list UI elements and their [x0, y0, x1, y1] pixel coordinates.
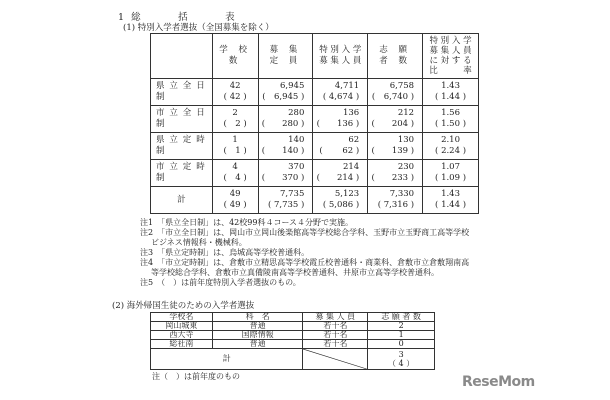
- header-special-line2: 募 集 人 員: [319, 56, 362, 66]
- section-title: 総 括 表: [131, 12, 249, 23]
- special-value: 136: [342, 108, 360, 118]
- cell-school: 岡山城東: [151, 322, 213, 331]
- quota-value: 7,735: [280, 189, 305, 199]
- note-1: 注1 「県立全日制」は、42校99科４コース４分野で実施。: [140, 218, 354, 227]
- cell-applicants: [368, 133, 423, 160]
- total-label: 計: [151, 349, 303, 370]
- cell-quota: [258, 187, 313, 214]
- quota-prev-value: ( 7,735 ): [267, 200, 305, 210]
- returnee-table: [150, 312, 435, 370]
- cell-applicants: 0: [368, 340, 435, 349]
- special-value: 62: [348, 135, 360, 145]
- header-ratio-line2: 募 集 人 員: [429, 46, 472, 56]
- header-blank: [151, 34, 213, 79]
- cell-ratio: [423, 187, 479, 214]
- ratio-prev-value: ( 1.50 ): [435, 119, 467, 129]
- applicants-prev-value: ( 233 ): [371, 173, 415, 183]
- row-label: 計: [151, 187, 213, 214]
- ratio-prev-value: ( 1.09 ): [435, 173, 467, 183]
- note-3: 注3 「県立定時制」は、烏城高等学校普通科。: [140, 248, 310, 257]
- total-applicants-prev: （ 4 ）: [388, 359, 415, 368]
- header-applicants: 志 願 者 数: [368, 34, 423, 79]
- special-prev-value: ( 62 ): [319, 146, 360, 156]
- header-special-line1: 特 別 入 学: [319, 45, 362, 55]
- schools-value: 1: [232, 135, 238, 145]
- applicants-value: 7,330: [389, 189, 415, 199]
- cell-quota: 若干名: [303, 340, 368, 349]
- cell-quota: 若干名: [303, 322, 368, 331]
- note-2-cont: ビジネス情報科・機械科。: [151, 238, 247, 247]
- special-value: 5,123: [334, 189, 360, 199]
- ratio-value: 2.10: [441, 135, 460, 145]
- cell-schools: [212, 160, 258, 187]
- total-applicants-value: 3: [398, 350, 404, 359]
- cell-special: [313, 106, 368, 133]
- ratio-prev-value: ( 1.44 ): [435, 92, 467, 102]
- table-row: [151, 340, 435, 349]
- cell-quota: [258, 160, 313, 187]
- summary-table: [150, 33, 479, 214]
- header-ratio: [423, 34, 479, 79]
- quota-prev-value: ( 6,945 ): [262, 92, 305, 102]
- applicants-prev-value: ( 6,740 ): [371, 92, 415, 102]
- cell-school: 西大寺: [151, 331, 213, 340]
- row-label: 市立定時制: [151, 160, 213, 187]
- ratio-value: 1.56: [441, 108, 460, 118]
- cell-special: [313, 79, 368, 106]
- table-row: [151, 331, 435, 340]
- applicants-prev-value: ( 139 ): [371, 146, 415, 156]
- special-prev-value: ( 214 ): [316, 173, 360, 183]
- total-applicants: [368, 349, 435, 370]
- header-ratio-line3: に 対 す る: [429, 56, 472, 66]
- header-applicants: 志 願 者 数: [368, 313, 435, 322]
- cell-applicants: [368, 160, 423, 187]
- row-label: 市立全日制: [151, 106, 213, 133]
- cell-quota: 若干名: [303, 331, 368, 340]
- cell-special: [313, 133, 368, 160]
- table-row: [151, 106, 479, 133]
- cell-applicants: [368, 79, 423, 106]
- cell-ratio: [423, 160, 479, 187]
- cell-schools: [212, 106, 258, 133]
- cell-school: 総社南: [151, 340, 213, 349]
- quota-prev-value: ( 280 ): [261, 119, 305, 129]
- applicants-value: 130: [397, 135, 415, 145]
- schools-prev-value: ( 42 ): [223, 92, 247, 102]
- schools-value: 4: [232, 162, 238, 172]
- cell-applicants: [368, 187, 423, 214]
- quota-value: 280: [288, 108, 305, 118]
- note-2: 注2 「市立全日制」は、岡山市立岡山後楽館高等学校総合学科、玉野市立玉野商工高等学校: [140, 228, 470, 237]
- header-ratio-line4: 比 率: [429, 66, 472, 76]
- cell-quota: [258, 106, 313, 133]
- table-row: [151, 133, 479, 160]
- ratio-prev-value: ( 1.44 ): [435, 200, 467, 210]
- table-row: [151, 187, 479, 214]
- header-schools: 学 校 数: [212, 34, 258, 79]
- schools-value: 49: [229, 189, 241, 199]
- row-label: 県立全日制: [151, 79, 213, 106]
- schools-prev-value: ( 4 ): [223, 173, 247, 183]
- applicants-value: 230: [397, 162, 415, 172]
- special-prev-value: ( 5,086 ): [322, 200, 360, 210]
- cell-special: [313, 160, 368, 187]
- table-row: [151, 160, 479, 187]
- cell-course: 普通: [212, 322, 303, 331]
- quota-value: 370: [288, 162, 305, 172]
- table-header-row: [151, 34, 479, 79]
- table-row: [151, 322, 435, 331]
- quota-value: 6,945: [280, 81, 305, 91]
- header-school: 学校名: [151, 313, 213, 322]
- schools-value: 42: [229, 81, 241, 91]
- table-row: [151, 79, 479, 106]
- cell-ratio: [423, 79, 479, 106]
- special-prev-value: ( 4,674 ): [322, 92, 360, 102]
- cell-schools: [212, 187, 258, 214]
- quota-value: 140: [288, 135, 305, 145]
- cell-schools: [212, 79, 258, 106]
- cell-schools: [212, 133, 258, 160]
- cell-ratio: [423, 106, 479, 133]
- section-number: 1: [118, 12, 125, 23]
- schools-value: 2: [232, 108, 238, 118]
- cell-course: 普通: [212, 340, 303, 349]
- cell-quota: [258, 133, 313, 160]
- applicants-value: 212: [397, 108, 415, 118]
- special-value: 4,711: [334, 81, 360, 91]
- total-row: [151, 349, 435, 370]
- diagonal-cell: [303, 349, 368, 370]
- special-value: 214: [342, 162, 360, 172]
- ratio-value: 1.07: [441, 162, 460, 172]
- applicants-prev-value: ( 7,316 ): [377, 200, 415, 210]
- section2-note: 注（ ）は前年度のもの: [152, 372, 240, 381]
- cell-applicants: 1: [368, 331, 435, 340]
- schools-prev-value: ( 2 ): [223, 119, 247, 129]
- ratio-prev-value: ( 2.24 ): [435, 146, 467, 156]
- section2-subtitle: (2) 海外帰国生徒のための入学者選抜: [112, 301, 255, 311]
- cell-ratio: [423, 133, 479, 160]
- schools-prev-value: ( 1 ): [223, 146, 247, 156]
- applicants-prev-value: ( 204 ): [371, 119, 415, 129]
- note-4: 注4 「市立定時制」は、倉敷市立精思高等学校霞丘校普通科・商業科、倉敷市立倉敷翔南高: [140, 258, 470, 267]
- cell-course: 国際情報: [212, 331, 303, 340]
- cell-applicants: 2: [368, 322, 435, 331]
- note-5: 注5 （ ）は前年度特別入学者選抜のもの。: [140, 278, 301, 287]
- header-quota: 募 集 定 員: [258, 34, 313, 79]
- header-course: 科 名: [212, 313, 303, 322]
- notes: [140, 218, 520, 288]
- header-ratio-line1: 特 別 入 学: [429, 36, 472, 46]
- cell-quota: [258, 79, 313, 106]
- resemom-watermark-logo: ReseMom: [462, 374, 535, 390]
- schools-prev-value: ( 49 ): [223, 200, 247, 210]
- quota-prev-value: ( 370 ): [261, 173, 305, 183]
- special-prev-value: ( 136 ): [316, 119, 360, 129]
- header-quota: 募 集 人 員: [303, 313, 368, 322]
- header-special: [313, 34, 368, 79]
- ratio-value: 1.43: [441, 189, 460, 199]
- ratio-value: 1.43: [441, 81, 460, 91]
- cell-special: [313, 187, 368, 214]
- section1-subtitle: (1) 特別入学者選抜（全国募集を除く）: [123, 23, 274, 33]
- cell-applicants: [368, 106, 423, 133]
- note-4-cont: 等学校総合学科、倉敷市立真備陵南高等学校普通科、井原市立高等学校普通科。: [151, 268, 439, 277]
- quota-prev-value: ( 140 ): [261, 146, 305, 156]
- applicants-value: 6,758: [389, 81, 415, 91]
- row-label: 県立定時制: [151, 133, 213, 160]
